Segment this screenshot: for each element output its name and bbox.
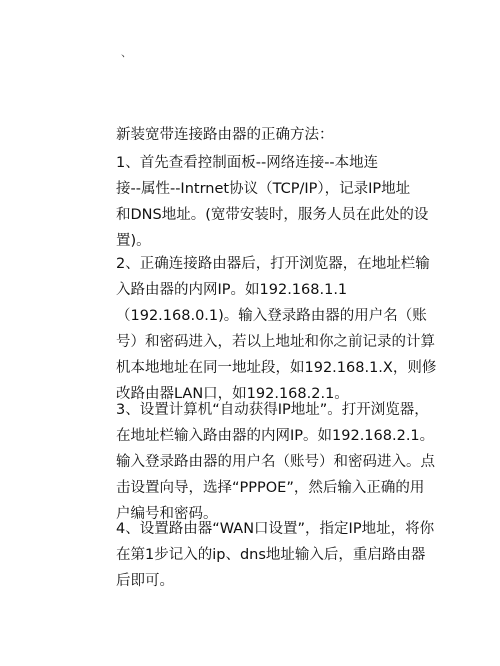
step-1-line-3: 和DNS地址。(宽带安装时，服务人员在此处的设 — [116, 207, 429, 223]
step-3-line-1: 3、设置计算机“自动获得IP地址”。打开浏览器， — [116, 402, 429, 418]
step-3-line-3: 输入登录路由器的用户名（账号）和密码进入。点 — [116, 454, 435, 470]
stray-mark: 、 — [121, 46, 132, 59]
step-2-line-5: 机本地地址在同一地址段，如192.168.1.X，则修 — [116, 360, 437, 376]
step-4-line-3: 后即可。 — [116, 573, 174, 589]
step-2-line-1: 2、正确连接路由器后，打开浏览器，在地址栏输 — [116, 256, 430, 272]
step-2-line-2: 入路由器的内网IP。如192.168.1.1 — [116, 282, 348, 298]
step-4-line-2: 在第1步记入的ip、dns地址输入后，重启路由器 — [116, 547, 426, 563]
step-3-line-2: 在地址栏输入路由器的内网IP。如192.168.2.1。 — [116, 428, 435, 444]
step-2-paragraph — [116, 251, 437, 407]
step-1-paragraph — [116, 150, 429, 254]
step-2-line-6: 改路由器LAN口，如192.168.2.1。 — [116, 386, 349, 402]
step-4-paragraph — [116, 516, 435, 594]
step-2-line-4: 号）和密码进入，若以上地址和你之前记录的计算 — [116, 334, 435, 350]
step-1-line-4: 置)。 — [116, 233, 151, 249]
document-title: 新装宽带连接路由器的正确方法： — [116, 127, 334, 143]
step-1-line-2: 接--属性--Intrnet协议（TCP/IP），记录IP地址 — [116, 181, 411, 197]
step-3-line-4: 击设置向导，选择“PPPOE”，然后输入正确的用 — [116, 480, 425, 496]
step-3-line-5: 户编号和密码。 — [116, 506, 218, 522]
step-4-line-1: 4、设置路由器“WAN口设置”，指定IP地址，将你 — [116, 521, 435, 537]
step-2-line-3: （192.168.0.1)。输入登录路由器的用户名（账 — [116, 308, 427, 324]
step-1-line-1: 1、首先查看控制面板--网络连接--本地连 — [116, 155, 379, 171]
step-3-paragraph — [116, 397, 435, 527]
